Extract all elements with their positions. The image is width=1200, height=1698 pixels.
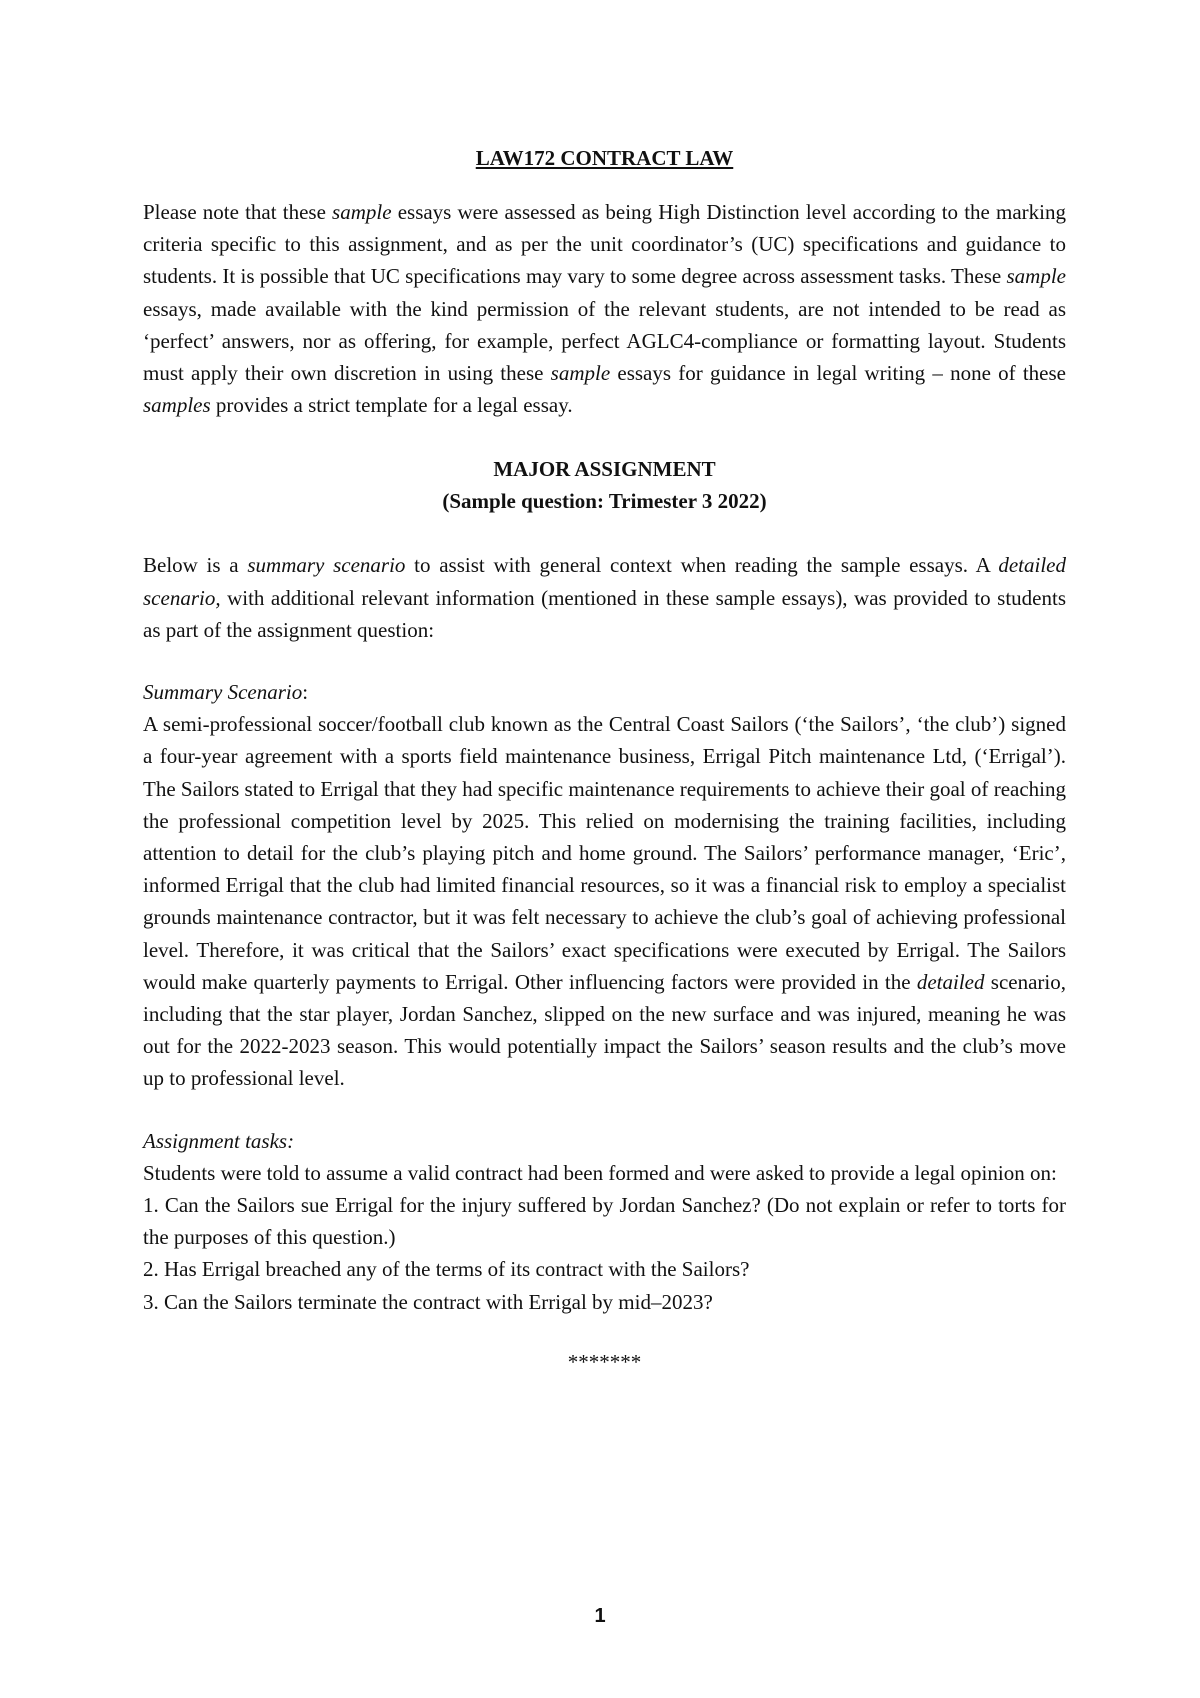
- assignment-tasks-intro: Students were told to assume a valid contract had been formed and were asked to provide a legal opinion on:: [143, 1160, 1057, 1185]
- intro-emphasis-3: sample: [550, 361, 611, 386]
- summary-text-2: scenario, including that the star player, Jordan Sanchez, slipped on the new surface and was injured, meaning he was out for the 2022-2023 season. This would potentially impact the Sailors’ season results and the club’s move up to professional level.: [143, 969, 1066, 1091]
- intro-emphasis-2: sample: [1006, 264, 1066, 289]
- summary-scenario-label: [143, 676, 1066, 708]
- summary-scenario-paragraph: [143, 708, 1066, 1094]
- context-text-3: with additional relevant information (mentioned in these sample essays), was provided to students as part of the assignment question:: [143, 585, 1066, 642]
- intro-emphasis-4: samples: [143, 393, 211, 418]
- assignment-tasks-label: Assignment tasks:: [143, 1128, 295, 1153]
- intro-paragraph: [143, 196, 1066, 421]
- context-text-2: to assist with general context when reading the sample essays. A: [405, 553, 999, 578]
- task-item-1: 1. Can the Sailors sue Errigal for the injury suffered by Jordan Sanchez? (Do not explain or refer to torts for the purposes of this question.): [143, 1193, 1066, 1250]
- intro-text-3: essays, made available with the kind permission of the relevant students, are not intended to be read as ‘perfect’ answers, nor as offering, for example, perfect AGLC4-compliance or formatting layout. Students must apply their own discretion in using these: [143, 296, 1066, 386]
- summary-emphasis-1: detailed: [916, 969, 985, 994]
- assignment-heading: MAJOR ASSIGNMENT: [493, 457, 716, 482]
- document-title: LAW172 CONTRACT LAW: [475, 146, 734, 170]
- context-emphasis-1: summary scenario: [247, 553, 406, 578]
- context-text-1: Below is a: [143, 553, 248, 578]
- section-separator: *******: [567, 1349, 642, 1374]
- intro-text-4: essays for guidance in legal writing – none of these: [610, 361, 1066, 386]
- context-emphasis-2: detailed scenario,: [143, 553, 1066, 610]
- intro-text-2: essays were assessed as being High Distinction level according to the marking criteria specific to this assignment, and as per the unit coordinator’s (UC) specifications and guidance to students. It is possible that UC specifications may vary to some degree across assessment tasks. These: [143, 200, 1066, 289]
- context-paragraph: [143, 549, 1066, 646]
- summary-scenario-label-text: Summary Scenario: [143, 680, 303, 705]
- intro-emphasis-1: sample: [332, 200, 392, 224]
- assignment-subheading: (Sample question: Trimester 3 2022): [442, 489, 767, 514]
- task-item-3: 3. Can the Sailors terminate the contract with Errigal by mid–2023?: [143, 1289, 713, 1314]
- intro-text-5: provides a strict template for a legal essay.: [210, 393, 573, 418]
- intro-text-1: Please note that these: [143, 200, 333, 224]
- task-item-2: 2. Has Errigal breached any of the terms of its contract with the Sailors?: [143, 1257, 750, 1282]
- summary-text-1: A semi-professional soccer/football club known as the Central Coast Sailors (‘the Sailors’, ‘the club’) signed a four-year agreement with a sports field maintenance business, Errigal Pitch maintenance Ltd, (‘Errigal’). The Sailors stated to Errigal that they had specific maintenance requirements to achieve their goal of reaching the professional competition level by 2025. This relied on modernising the training facilities, including attention to detail for the club’s playing pitch and home ground. The Sailors’ performance manager, ‘Eric’, informed Errigal that the club had limited financial resources, so it was a financial risk to employ a specialist grounds maintenance contractor, but it was felt necessary to achieve the club’s goal of achieving professional level. Therefore, it was critical that the Sailors’ exact specifications were executed by Errigal. The Sailors would make quarterly payments to Errigal. Other influencing factors were provided in the: [143, 712, 1066, 994]
- summary-scenario-label-colon: :: [302, 680, 309, 705]
- page-number: 1: [594, 1605, 606, 1627]
